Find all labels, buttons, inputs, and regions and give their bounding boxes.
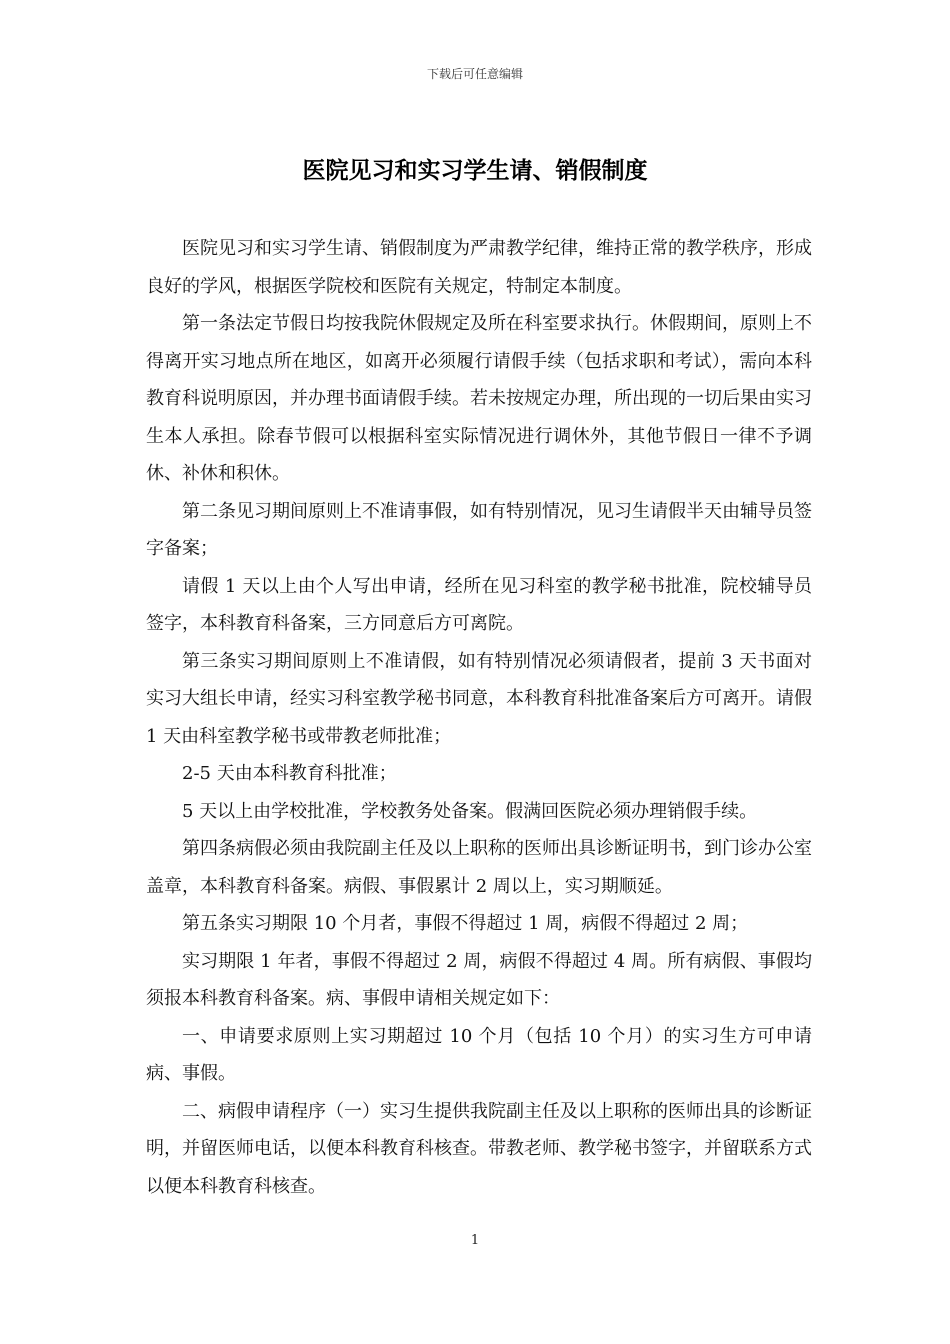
paragraph-intro: 医院见习和实习学生请、销假制度为严肃教学纪律，维持正常的教学秩序，形成良好的学风，根据医学院校和医院有关规定，特制定本制度。 (146, 238, 812, 297)
paragraph-article-3-over-5-days: 5 天以上由学校批准，学校教务处备案。假满回医院必须办理销假手续。 (182, 800, 758, 822)
paragraph-article-3-2-5-days: 2-5 天由本科教育科批准； (182, 763, 397, 784)
paragraph-article-5-detail: 实习期限 1 年者，事假不得超过 2 周，病假不得超过 4 周。所有病假、事假均须报本科教育科备案。病、事假申请相关规定如下： (146, 950, 812, 1009)
paragraph-article-2-detail: 请假 1 天以上由个人写出申请，经所在见习科室的教学秘书批准，院校辅导员签字，本科教育科备案，三方同意后方可离院。 (146, 575, 812, 634)
page-number: 1 (470, 1233, 480, 1248)
paragraph-section-1: 一、申请要求原则上实习期超过 10 个月（包括 10 个月）的实习生方可申请病、事假。 (146, 1025, 812, 1084)
document-body (146, 230, 812, 1205)
paragraph-article-4: 第四条病假必须由我院副主任及以上职称的医师出具诊断证明书，到门诊办公室盖章，本科教育科备案。病假、事假累计 2 周以上，实习期顺延。 (146, 838, 812, 897)
paragraph-article-1: 第一条法定节假日均按我院休假规定及所在科室要求执行。休假期间，原则上不得离开实习地点所在地区，如离开必须履行请假手续（包括求职和考试），需向本科教育科说明原因，并办理书面请假手续。若未按规定办理，所出现的一切后果由实习生本人承担。除春节假可以根据科室实际情况进行调休外，其他节假日一律不予调休、补休和积休。 (146, 313, 812, 484)
paragraph-article-5: 第五条实习期限 10 个月者，事假不得超过 1 周，病假不得超过 2 周； (182, 913, 749, 934)
document-title: 医院见习和实习学生请、销假制度 (302, 157, 648, 184)
page-header-note: 下载后可任意编辑 (426, 67, 523, 81)
paragraph-section-2: 二、病假申请程序（一）实习生提供我院副主任及以上职称的医师出具的诊断证明，并留医师电话，以便本科教育科核查。带教老师、教学秘书签字，并留联系方式以便本科教育科核查。 (146, 1100, 812, 1197)
paragraph-article-3: 第三条实习期间原则上不准请假，如有特别情况必须请假者，提前 3 天书面对实习大组长申请，经实习科室教学秘书同意，本科教育科批准备案后方可离开。请假 1 天由科室教学秘书或带教老师批准； (146, 650, 812, 747)
paragraph-article-2: 第二条见习期间原则上不准请事假，如有特别情况，见习生请假半天由辅导员签字备案； (146, 500, 812, 559)
